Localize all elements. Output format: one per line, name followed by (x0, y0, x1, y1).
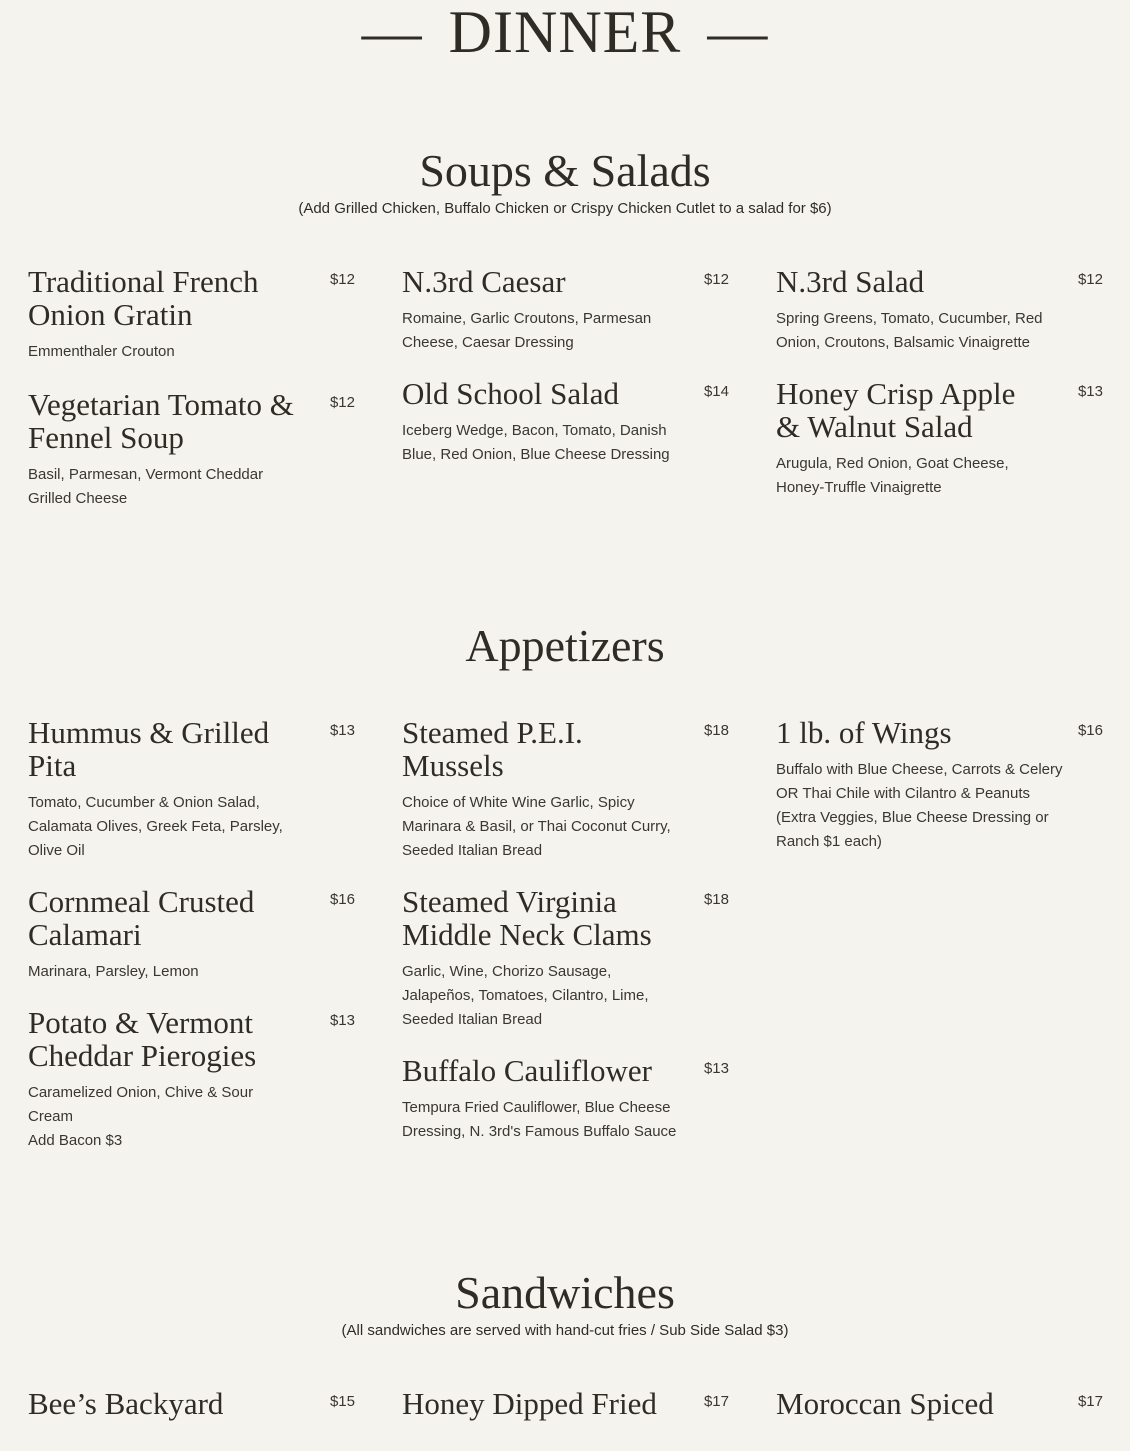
menu-item (402, 1054, 729, 1144)
menu-item (776, 716, 1103, 854)
item-name: Traditional French Onion Gratin (28, 264, 259, 332)
item-price: $12 (703, 271, 729, 288)
item-description: Iceberg Wedge, Bacon, Tomato, Danish Blue, Red Onion, Blue Cheese Dressing (402, 422, 670, 463)
section-title: Sandwiches (455, 1267, 675, 1318)
menu-item (776, 1387, 1103, 1429)
section-sandwiches (0, 1267, 1130, 1341)
menu-column (776, 716, 1103, 1175)
item-price: $13 (329, 1012, 355, 1029)
item-description: Arugula, Red Onion, Goat Cheese, Honey-Truffle Vinaigrette (776, 455, 1009, 496)
menu-item (402, 265, 729, 355)
item-description: Spring Greens, Tomato, Cucumber, Red Onion, Croutons, Balsamic Vinaigrette (776, 310, 1043, 351)
item-description: Garlic, Wine, Chorizo Sausage, Jalapeños, Tomatoes, Cilantro, Lime, Seeded Italian Bread (402, 963, 649, 1028)
item-name: Bee’s Backyard (28, 1386, 224, 1421)
item-price: $16 (1077, 722, 1103, 739)
item-name: Steamed Virginia Middle Neck Clams (402, 884, 652, 952)
page-title-text: DINNER (448, 0, 682, 65)
section-title: Soups & Salads (419, 145, 711, 196)
menu-item (28, 265, 355, 364)
item-description: Emmenthaler Crouton (28, 343, 175, 360)
item-description: Tempura Fried Cauliflower, Blue Cheese Dressing, N. 3rd's Famous Buffalo Sauce (402, 1099, 677, 1140)
item-name: 1 lb. of Wings (776, 715, 952, 750)
item-description: Choice of White Wine Garlic, Spicy Marinara & Basil, or Thai Coconut Curry, Seeded Italian Bread (402, 794, 671, 859)
menu-grid-soups-salads (28, 265, 1104, 533)
item-price: $13 (1077, 383, 1103, 400)
menu-column (776, 1387, 1103, 1451)
menu-item (28, 885, 355, 984)
menu-item (776, 265, 1103, 355)
title-dash-left: — (361, 0, 423, 65)
item-price: $18 (703, 891, 729, 908)
section-appetizers (0, 620, 1130, 672)
item-name: N.3rd Salad (776, 264, 925, 299)
item-price: $14 (703, 383, 729, 400)
menu-item (776, 377, 1103, 500)
menu-item (402, 1387, 729, 1429)
menu-item (402, 377, 729, 467)
menu-item (402, 885, 729, 1032)
item-description: Caramelized Onion, Chive & Sour Cream Add Bacon $3 (28, 1084, 254, 1149)
item-name: Honey Crisp Apple & Walnut Salad (776, 376, 1016, 444)
item-price: $17 (703, 1393, 729, 1410)
menu-column (776, 265, 1103, 533)
item-name: Steamed P.E.I. Mussels (402, 715, 583, 783)
item-name: Honey Dipped Fried (402, 1386, 657, 1421)
item-price: $12 (1077, 271, 1103, 288)
item-name: Vegetarian Tomato & Fennel Soup (28, 387, 294, 455)
item-price: $15 (329, 1393, 355, 1410)
menu-column (402, 716, 729, 1175)
item-price: $12 (329, 271, 355, 288)
item-name: Buffalo Cauliflower (402, 1053, 652, 1088)
item-price: $17 (1077, 1393, 1103, 1410)
item-description: Buffalo with Blue Cheese, Carrots & Celery OR Thai Chile with Cilantro & Peanuts (Extra Veggies, Blue Cheese Dressing or Ranch $1 each) (776, 761, 1063, 850)
menu-item (28, 1006, 355, 1153)
item-description: Tomato, Cucumber & Onion Salad, Calamata Olives, Greek Feta, Parsley, Olive Oil (28, 794, 283, 859)
menu-column (402, 265, 729, 533)
item-price: $18 (703, 722, 729, 739)
menu-item (28, 716, 355, 863)
item-name: N.3rd Caesar (402, 264, 566, 299)
item-description: Marinara, Parsley, Lemon (28, 963, 199, 980)
item-name: Old School Salad (402, 376, 619, 411)
menu-column (402, 1387, 729, 1451)
menu-grid-appetizers (28, 716, 1104, 1175)
menu-item (28, 1387, 355, 1429)
item-price: $12 (329, 394, 355, 411)
section-note: (All sandwiches are served with hand-cut fries / Sub Side Salad $3) (341, 1322, 789, 1339)
section-title: Appetizers (465, 620, 665, 671)
item-name: Moroccan Spiced (776, 1386, 994, 1421)
item-name: Cornmeal Crusted Calamari (28, 884, 255, 952)
title-dash-right: — (707, 0, 769, 65)
item-price: $13 (703, 1060, 729, 1077)
section-note: (Add Grilled Chicken, Buffalo Chicken or Crispy Chicken Cutlet to a salad for $6) (298, 200, 832, 217)
item-description: Romaine, Garlic Croutons, Parmesan Cheese, Caesar Dressing (402, 310, 652, 351)
menu-item (402, 716, 729, 863)
menu-grid-sandwiches (28, 1387, 1104, 1451)
page-title (0, 0, 1130, 68)
menu-column (28, 265, 355, 533)
menu-column (28, 1387, 355, 1451)
section-soups-salads (0, 145, 1130, 219)
item-price: $16 (329, 891, 355, 908)
menu-item (28, 388, 355, 511)
item-name: Potato & Vermont Cheddar Pierogies (28, 1005, 257, 1073)
item-name: Hummus & Grilled Pita (28, 715, 270, 783)
item-description: Basil, Parmesan, Vermont Cheddar Grilled Cheese (28, 466, 264, 507)
menu-column (28, 716, 355, 1175)
item-price: $13 (329, 722, 355, 739)
